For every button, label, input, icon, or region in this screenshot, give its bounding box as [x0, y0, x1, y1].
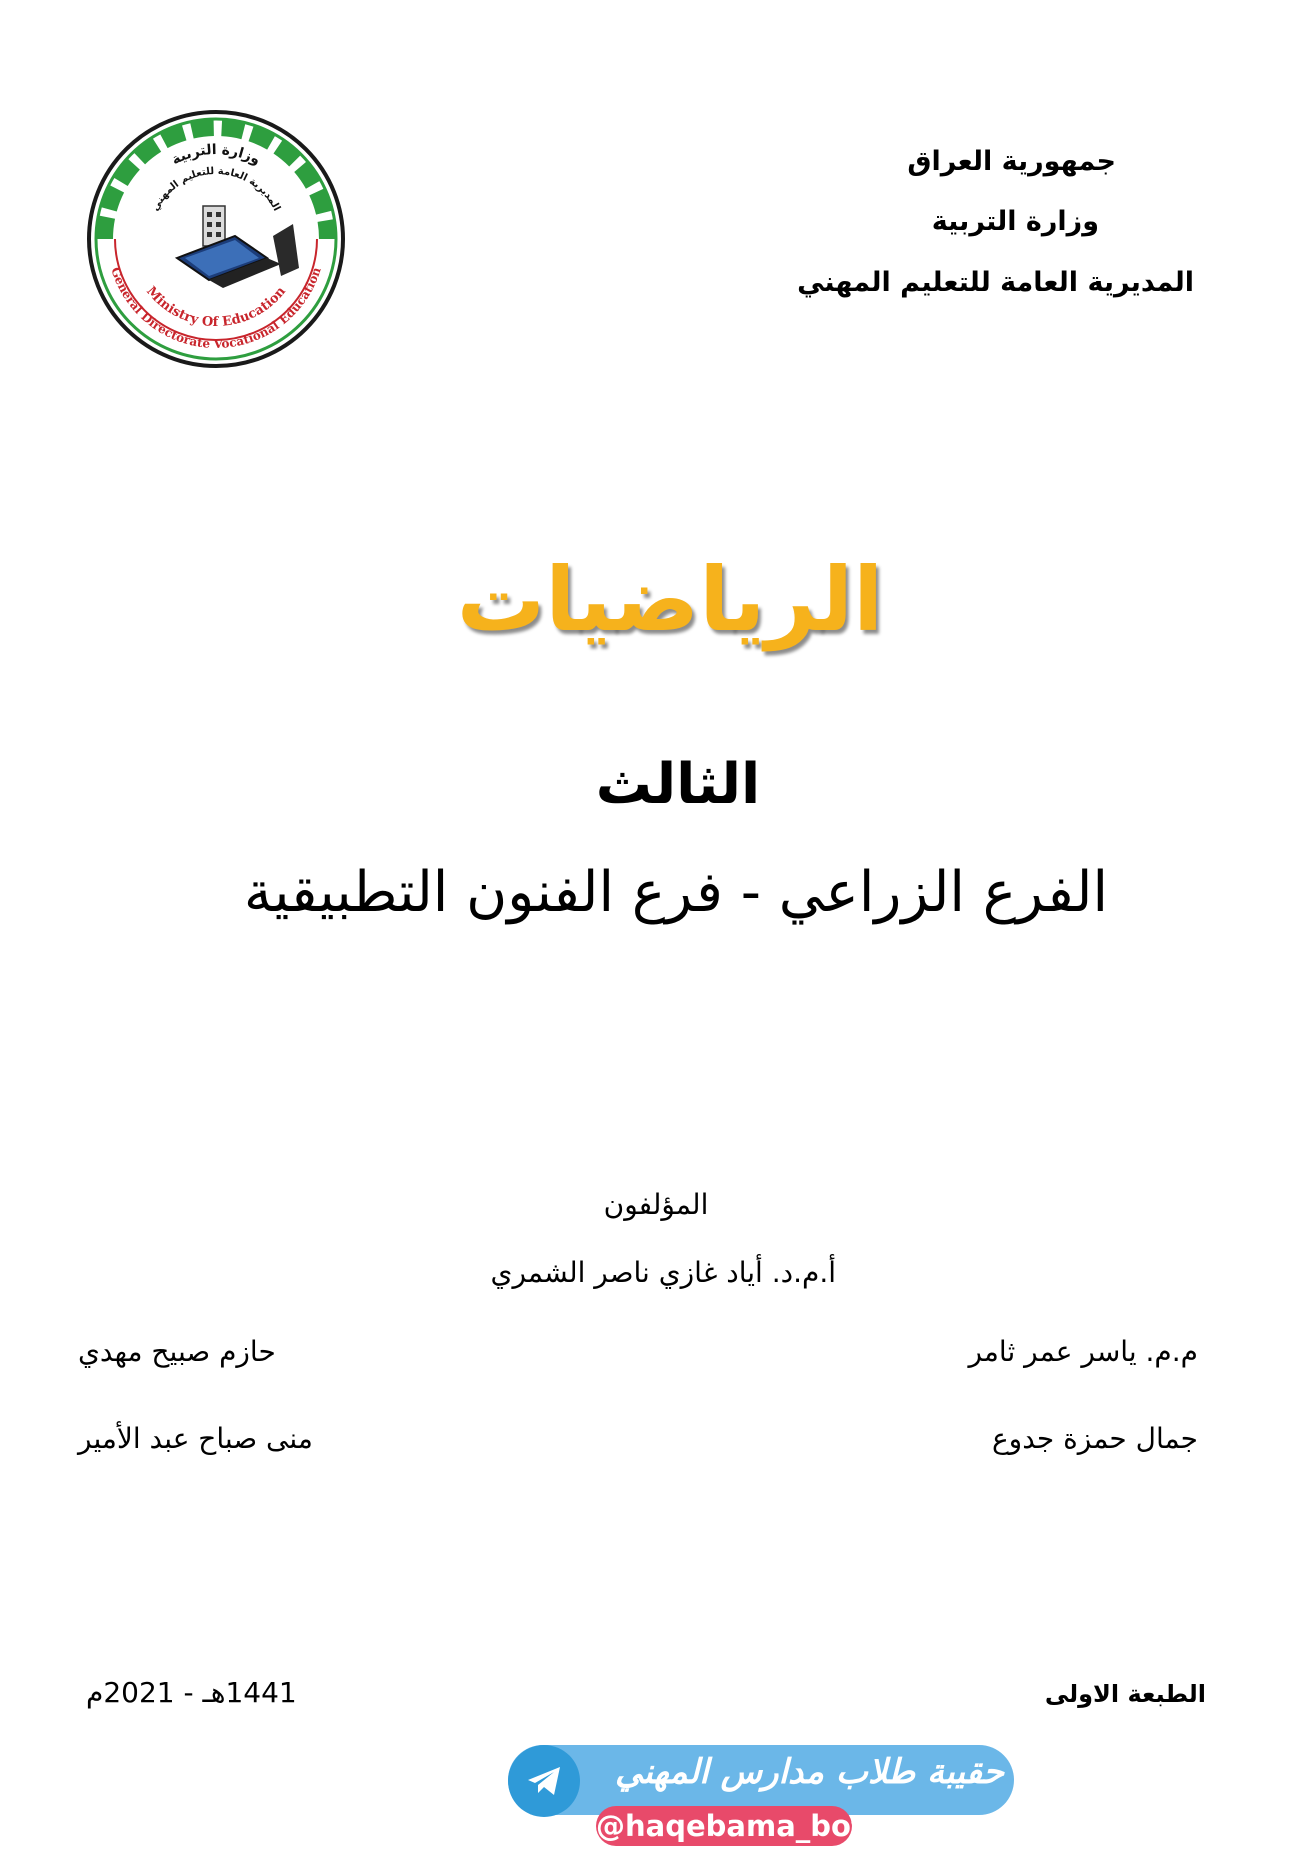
ministry-seal-icon — [85, 108, 347, 370]
grade-level: الثالث — [595, 752, 761, 817]
logo-english-outer: General Directorate Vocational Education — [108, 265, 324, 351]
watermark-handle[interactable]: @haqebama_bot — [596, 1809, 865, 1843]
logo-arabic-inner: المديرية العامة للتعليم المهني — [149, 165, 283, 213]
watermark-text: حقيبة طلاب مدارس المهني — [615, 1752, 1004, 1792]
author-left-2: منى صباح عبد الأمير — [78, 1422, 313, 1455]
authors-heading: المؤلفون — [603, 1188, 709, 1221]
author-lead: أ.م.د. أياد غازي ناصر الشمري — [490, 1256, 836, 1289]
publication-year: 1441هـ - 2021م — [86, 1676, 297, 1709]
author-right-2: جمال حمزة جدوع — [991, 1422, 1198, 1455]
author-right-1: م.م. ياسر عمر ثامر — [968, 1335, 1198, 1368]
ministry-logo — [85, 108, 347, 370]
author-left-1: حازم صبيح مهدي — [78, 1335, 276, 1368]
book-title: الرياضيات — [456, 548, 884, 651]
header-republic: جمهورية العراق — [907, 146, 1116, 177]
header-directorate: المديرية العامة للتعليم المهني — [797, 267, 1194, 298]
branch-subtitle: الفرع الزراعي - فرع الفنون التطبيقية — [243, 860, 1108, 925]
logo-english-inner: Ministry Of Education — [143, 283, 289, 331]
header-ministry: وزارة التربية — [931, 206, 1099, 237]
logo-arabic-outer: وزارة التربية — [169, 141, 263, 169]
edition-label: الطبعة الاولى — [1044, 1680, 1206, 1708]
telegram-icon — [508, 1745, 580, 1817]
